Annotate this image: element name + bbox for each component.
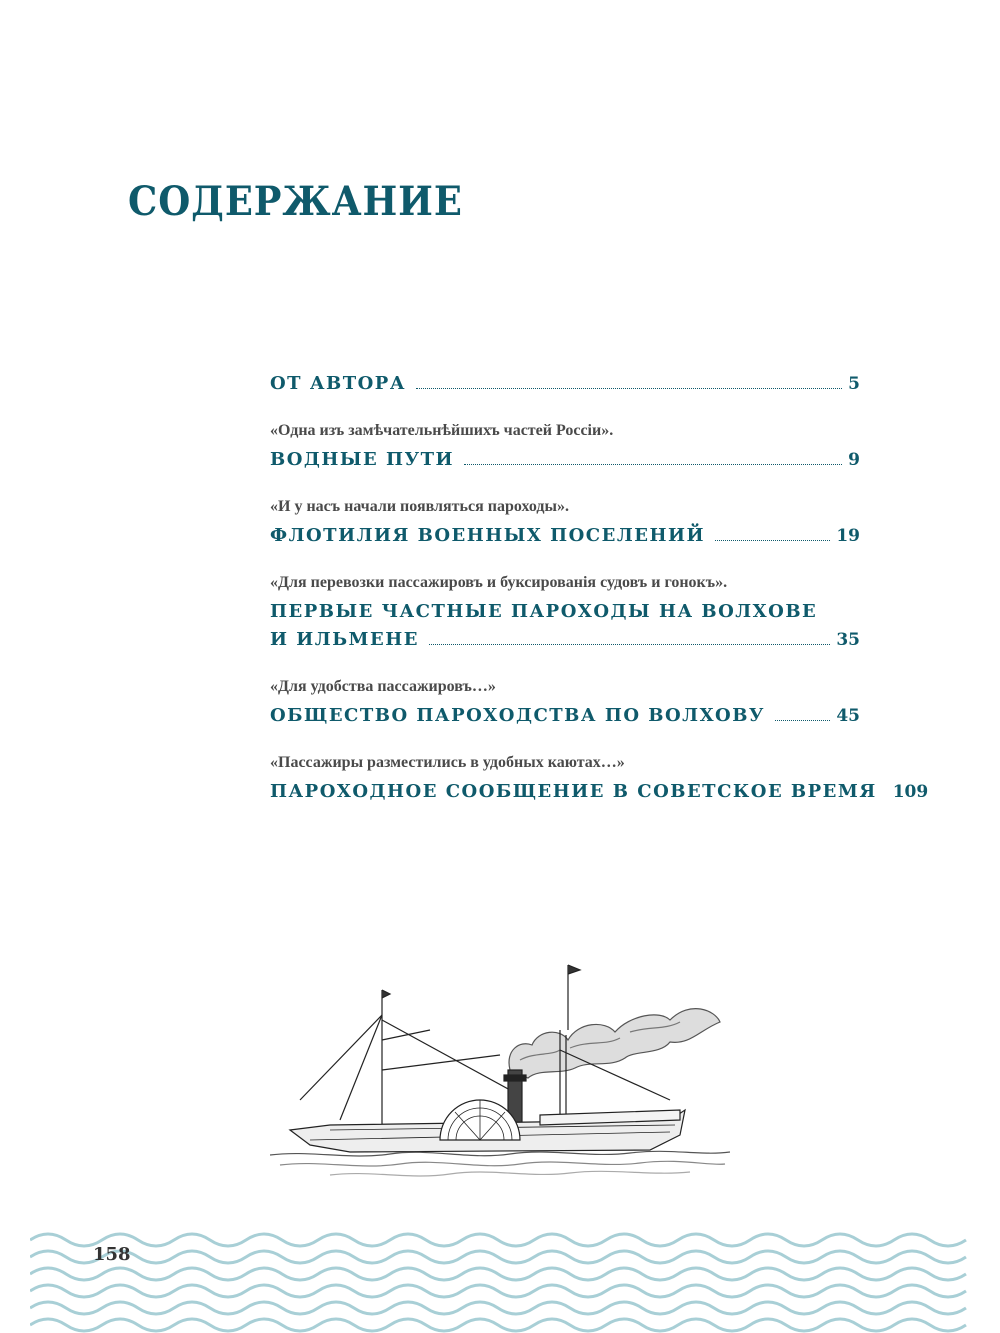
- table-of-contents: [270, 370, 929, 828]
- wave-pattern-decoration: [30, 1232, 970, 1333]
- dot-leader: [429, 643, 830, 645]
- toc-title: ПАРОХОДНОЕ СООБЩЕНИЕ В СОВЕТСКОЕ ВРЕМЯ: [270, 781, 877, 802]
- toc-title: ОТ АВТОРА: [270, 373, 406, 394]
- toc-line: [270, 702, 860, 730]
- dot-leader: [464, 463, 842, 465]
- toc-entry[interactable]: [270, 370, 860, 398]
- toc-page-number: 19: [836, 526, 860, 546]
- toc-title: ФЛОТИЛИЯ ВОЕННЫХ ПОСЕЛЕНИЙ: [270, 525, 706, 546]
- toc-page-number: 5: [848, 374, 860, 394]
- dot-leader: [775, 719, 830, 721]
- toc-entry[interactable]: [270, 496, 860, 550]
- dot-leader: [715, 539, 830, 541]
- page-title: СОДЕРЖАНИЕ: [128, 178, 463, 225]
- toc-entry[interactable]: [270, 752, 929, 806]
- toc-line: [270, 778, 929, 806]
- toc-title: ОБЩЕСТВО ПАРОХОДСТВА ПО ВОЛХОВУ: [270, 705, 766, 726]
- toc-entry[interactable]: [270, 572, 860, 654]
- toc-epigraph: «Одна изъ замѣчательнѣйшихъ частей Россіи».: [270, 422, 614, 439]
- toc-title: И ИЛЬМЕНЕ: [270, 629, 419, 650]
- page-number: 158: [93, 1244, 131, 1265]
- toc-page-number: 9: [848, 450, 860, 470]
- toc-epigraph: «И у насъ начали появляться пароходы».: [270, 498, 569, 515]
- paddle-steamer-icon: [270, 960, 730, 1190]
- dot-leader: [416, 387, 842, 389]
- toc-page-number: 45: [836, 706, 860, 726]
- toc-page-number: 109: [892, 782, 929, 802]
- toc-entry[interactable]: [270, 676, 860, 730]
- toc-epigraph: «Пассажиры разместились в удобных каютах…»: [270, 754, 625, 771]
- toc-entry[interactable]: [270, 420, 860, 474]
- toc-line: [270, 626, 860, 654]
- toc-title: ВОДНЫЕ ПУТИ: [270, 449, 455, 470]
- toc-epigraph: «Для удобства пассажировъ…»: [270, 678, 496, 695]
- toc-line: [270, 370, 860, 398]
- toc-line: [270, 522, 860, 550]
- toc-page-number: 35: [836, 630, 860, 650]
- toc-line: [270, 446, 860, 474]
- toc-title-line1: ПЕРВЫЕ ЧАСТНЫЕ ПАРОХОДЫ НА ВОЛХОВЕ: [270, 601, 818, 622]
- toc-epigraph: «Для перевозки пассажировъ и буксированія судовъ и гонокъ».: [270, 574, 728, 591]
